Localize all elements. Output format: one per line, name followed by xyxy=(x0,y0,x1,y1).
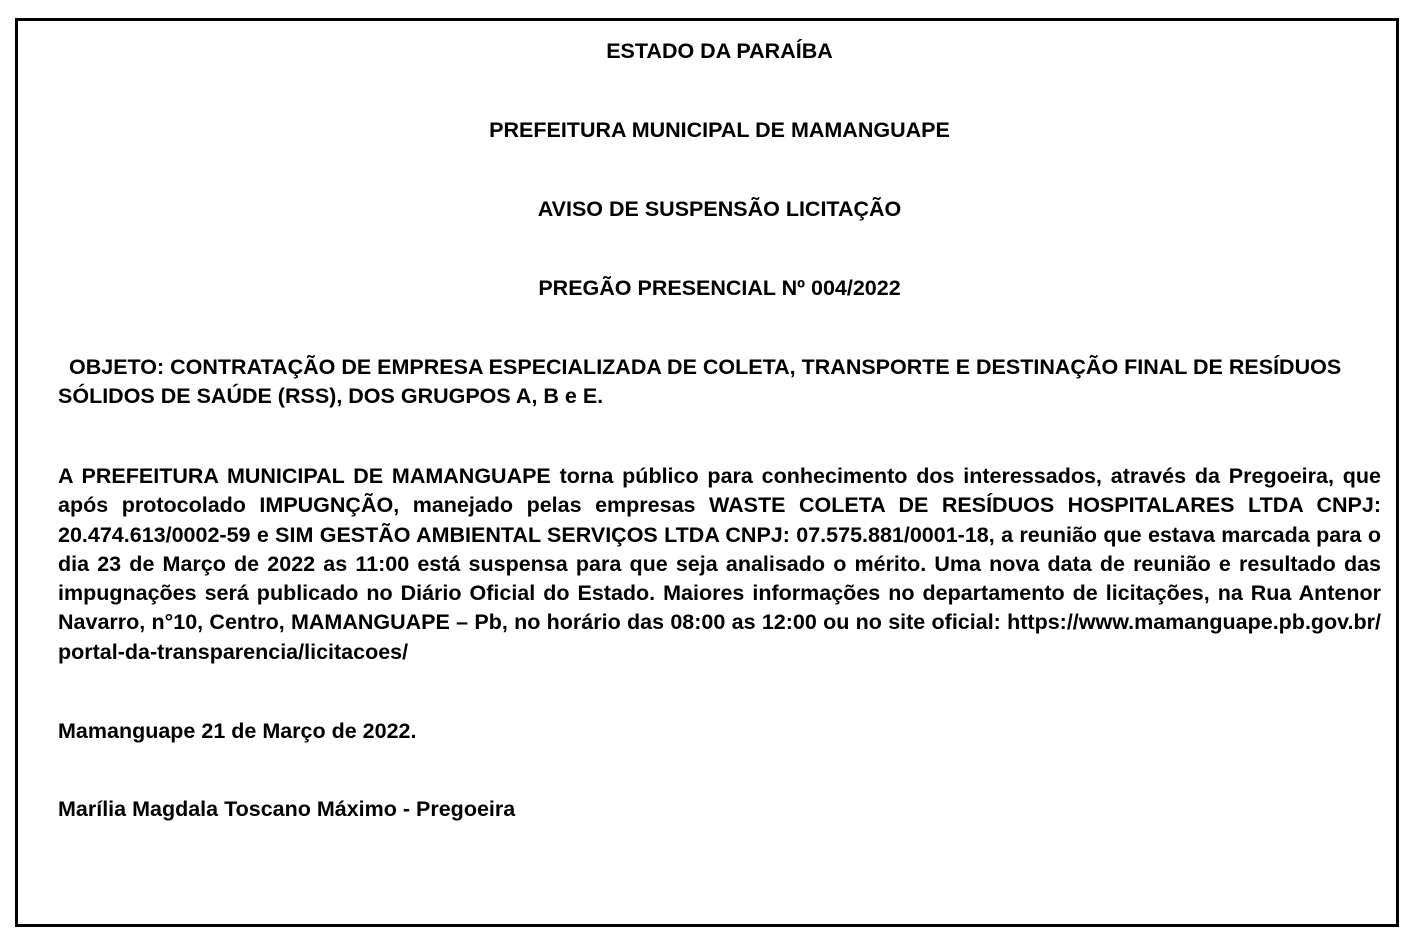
notice-title: AVISO DE SUSPENSÃO LICITAÇÃO xyxy=(537,197,902,221)
body-paragraph: A PREFEITURA MUNICIPAL DE MAMANGUAPE torna público para conhecimento dos interessados, através da Pregoeira, que após protocolado IMPUGNÇÃO, manejado pelas empresas WASTE COLETA DE RESÍDUOS HOSPITALARES LTDA CNPJ: 20.474.613/0002-59 e SIM GESTÃO AMBIENTAL SERVIÇOS LTDA CNPJ: 07.575.881/0001-18, a reunião que estava marcada para o dia 23 de Março de 2022 as 11:00 está suspensa para que seja analisado o mérito. Uma nova data de reunião e resultado das impugnações será publicado no Diário Oficial do Estado. Maiores informações no departamento de licitações, na Rua Antenor Navarro, n°10, Centro, MAMANGUAPE – Pb, no horário das 08:00 as 12:00 ou no site oficial: https://www.mamanguape.pb.gov.br/ portal-da-transparencia/licitacoes/ xyxy=(58,464,1381,664)
state-heading: ESTADO DA PARAÍBA xyxy=(606,39,833,63)
date-line: Mamanguape 21 de Março de 2022. xyxy=(58,719,417,744)
municipality-heading: PREFEITURA MUNICIPAL DE MAMANGUAPE xyxy=(489,118,950,142)
signature-line: Marília Magdala Toscano Máximo - Pregoeira xyxy=(58,797,516,822)
auction-number: PREGÃO PRESENCIAL Nº 004/2022 xyxy=(538,276,901,300)
notice-content xyxy=(58,37,1381,824)
object-paragraph xyxy=(58,353,1381,411)
object-text: OBJETO: CONTRATAÇÃO DE EMPRESA ESPECIALIZADA DE COLETA, TRANSPORTE E DESTINAÇÃO FINAL DE RESÍDUOS SÓLIDOS DE SAÚDE (RSS), DOS GRUGPOS A, B e E. xyxy=(58,355,1342,408)
